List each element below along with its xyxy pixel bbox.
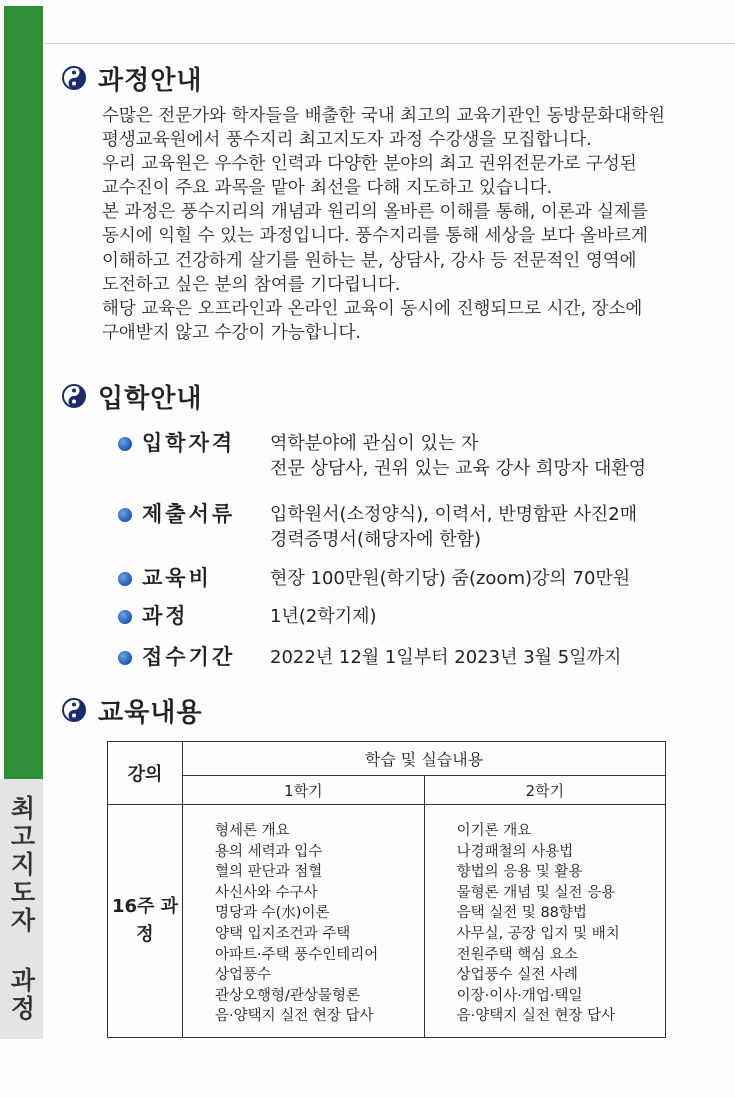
- admission-item: [118, 431, 646, 481]
- admission-value: 입학원서(소정양식), 이력서, 반명함판 사진2매: [270, 504, 638, 525]
- section-title: 교육내용: [98, 697, 203, 728]
- semester1-header: 1학기: [183, 776, 425, 805]
- section-header: [62, 61, 711, 95]
- list-item: 혈의 판단과 점혈: [215, 864, 323, 881]
- list-item: 이기론 개요: [456, 823, 532, 839]
- admission-value: 1년(2학기제): [270, 606, 377, 627]
- list-item: 상업풍수: [215, 967, 272, 984]
- admission-label: 과정: [142, 604, 189, 628]
- section-header: [62, 379, 711, 413]
- bullet-icon: [118, 610, 132, 624]
- list-item: 음·양택지 실전 현장 답사: [215, 1008, 374, 1025]
- section-header: [62, 693, 711, 727]
- list-item: 명당과 수(水)이론: [215, 905, 330, 922]
- bullet-icon: [118, 572, 132, 586]
- list-item: 양택 입지조건과 주택: [215, 925, 351, 942]
- list-item: 사신사와 수구사: [215, 884, 318, 901]
- intro-paragraph: [102, 104, 702, 345]
- taegeuk-icon: [62, 384, 86, 408]
- list-item: 상업풍수 실전 사례: [456, 967, 578, 984]
- admission-label: 교육비: [142, 566, 212, 590]
- list-item: 이장·이사·개업·택일: [456, 987, 583, 1004]
- intro-line: 우리 교육원은 우수한 인력과 다양한 분야의 최고 권위전문가로 구성된: [102, 154, 637, 175]
- list-item: 사무실, 공장 입지 및 배치: [456, 925, 620, 942]
- semester2-list: [424, 805, 665, 1038]
- admission-value: 전문 상담사, 권위 있는 교육 강사 희망자 대환영: [270, 458, 647, 479]
- side-color-bar: [4, 6, 43, 779]
- bullet-icon: [118, 508, 132, 522]
- section-title: 입학안내: [98, 383, 203, 414]
- side-title: 최고지도자 과정: [7, 795, 36, 1023]
- list-item: 관상오행형/관상물형론: [215, 987, 360, 1004]
- intro-line: 이해하고 건강하게 살기를 원하는 분, 상담사, 강사 등 전문적인 영역에: [102, 250, 637, 271]
- admission-item: [118, 502, 637, 552]
- intro-line: 도전하고 싶은 분의 참여를 기다립니다.: [102, 274, 401, 295]
- taegeuk-icon: [62, 66, 86, 90]
- top-rule: [44, 43, 735, 44]
- admission-value: 역학분야에 관심이 있는 자: [270, 433, 479, 454]
- curriculum-table: [107, 741, 666, 1038]
- list-item: 형세론 개요: [215, 823, 290, 839]
- side-tab: [0, 779, 43, 1039]
- row-label: 16주 과정: [108, 805, 183, 1038]
- content-header: 학습 및 실습내용: [183, 742, 666, 776]
- list-item: 음·양택지 실전 현장 답사: [456, 1008, 616, 1025]
- intro-line: 수많은 전문가와 학자들을 배출한 국내 최고의 교육기관인 동방문화대학원: [102, 106, 665, 126]
- bullet-icon: [118, 437, 132, 451]
- taegeuk-icon: [62, 698, 86, 722]
- admission-label: 제출서류: [142, 502, 236, 526]
- list-item: 아파트·주택 풍수인테리어: [215, 946, 379, 963]
- course-intro-section: [62, 61, 711, 95]
- admission-item: [118, 604, 377, 629]
- intro-line: 평생교육원에서 풍수지리 최고지도자 과정 수강생을 모집합니다.: [102, 130, 592, 151]
- admission-value: 2022년 12월 1일부터 2023년 3월 5일까지: [270, 647, 622, 668]
- list-item: 향법의 응용 및 활용: [456, 864, 583, 881]
- semester1-list: [183, 805, 425, 1038]
- intro-line: 교수진이 주요 과목을 맡아 최선을 다해 지도하고 있습니다.: [102, 178, 553, 199]
- intro-line: 구애받지 않고 수강이 가능합니다.: [102, 322, 361, 343]
- admission-label: 입학자격: [142, 431, 236, 455]
- admission-value: 현장 100만원(학기당) 줌(zoom)강의 70만원: [270, 568, 631, 589]
- bullet-icon: [118, 651, 132, 665]
- intro-line: 동시에 익힐 수 있는 과정입니다. 풍수지리를 통해 세상을 보다 올바르게: [102, 226, 648, 247]
- list-item: 나경패철의 사용법: [456, 843, 574, 860]
- list-item: 물형론 개념 및 실전 응용: [456, 884, 616, 901]
- list-item: 전원주택 핵심 요소: [456, 946, 578, 963]
- list-item: 용의 세력과 입수: [215, 843, 323, 860]
- intro-line: 본 과정은 풍수지리의 개념과 원리의 올바른 이해를 통해, 이론과 실제를: [102, 202, 648, 223]
- intro-line: 해당 교육은 오프라인과 온라인 교육이 동시에 진행되므로 시간, 장소에: [102, 298, 643, 319]
- list-item: 음택 실전 및 88향법: [456, 905, 587, 922]
- admission-label: 접수기간: [142, 645, 236, 669]
- section-title: 과정안내: [98, 65, 203, 96]
- admission-section: [62, 379, 711, 413]
- admission-item: [118, 566, 630, 591]
- curriculum-section: [62, 693, 711, 727]
- admission-item: [118, 645, 621, 670]
- lecture-header: 강의: [108, 742, 183, 805]
- admission-value: 경력증명서(해당자에 한함): [270, 529, 482, 550]
- semester2-header: 2학기: [424, 776, 665, 805]
